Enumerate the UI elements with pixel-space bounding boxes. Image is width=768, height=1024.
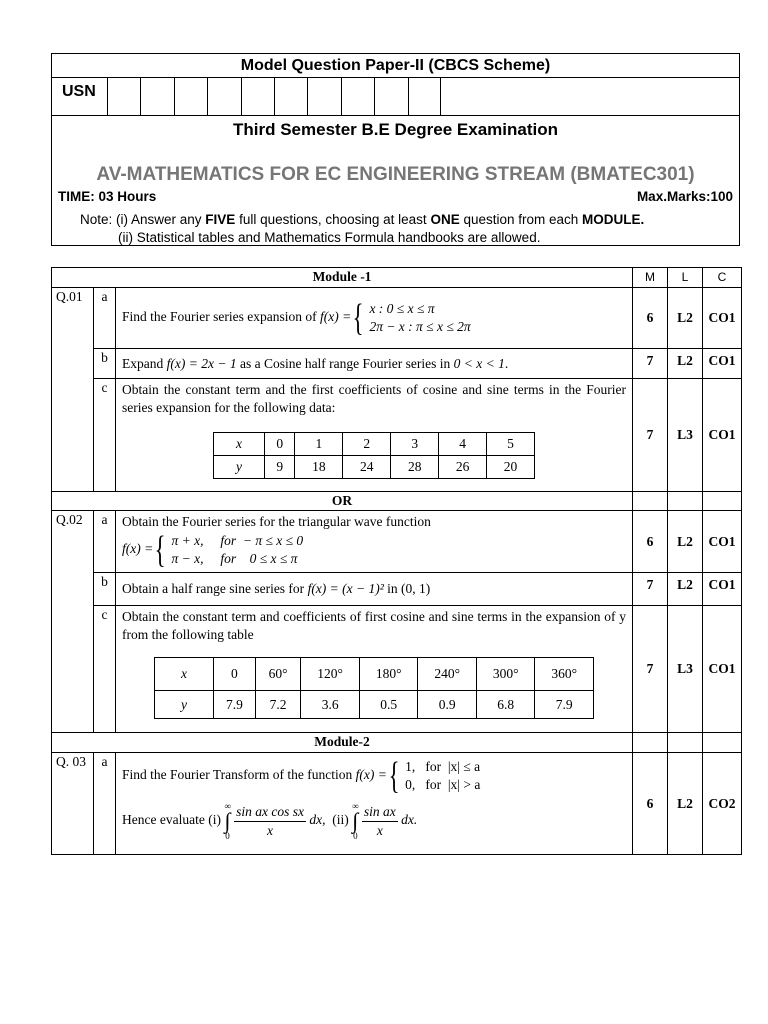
- q2a-brace: {: [154, 528, 166, 571]
- or-row: [52, 492, 742, 511]
- q1b-label: b: [94, 349, 116, 379]
- q2a-function: [122, 528, 626, 571]
- usn-box: [341, 77, 374, 115]
- q1a-marks: 6: [633, 288, 668, 349]
- q2a-co: CO1: [703, 511, 742, 573]
- q2b-text1: Obtain a half range sine series for: [122, 581, 308, 597]
- q2c-y-cell: 0.5: [359, 691, 418, 719]
- q1a-question: Find the Fourier series expansion of: [122, 309, 317, 325]
- q3a-ii: (ii): [332, 812, 349, 828]
- q1a-text: [116, 288, 633, 349]
- q1b-expr: f(x) = 2x − 1: [166, 355, 237, 371]
- q1b-text1: Expand: [122, 355, 167, 371]
- q2c-x-row: [155, 658, 594, 691]
- q3a-cases: [401, 758, 480, 793]
- q2c-y-cell: 6.8: [476, 691, 535, 719]
- q3a-marks: 6: [633, 753, 668, 855]
- q3a-frac-2: [362, 803, 398, 839]
- q2a-level: L2: [668, 511, 703, 573]
- q1c-x-cell: 3: [391, 433, 439, 456]
- q1a-brace: {: [352, 297, 364, 339]
- q3a-int1-lower: 0: [225, 831, 230, 841]
- time-label: TIME: 03 Hours: [58, 189, 157, 204]
- usn-box: [107, 77, 140, 115]
- usn-box: [374, 77, 407, 115]
- q2a-text: [116, 511, 633, 573]
- q1c-y-cell: 28: [391, 456, 439, 479]
- q1a-row: [52, 288, 742, 349]
- q1c-label: c: [94, 379, 116, 492]
- q1a-cases: [365, 300, 470, 335]
- usn-box: [207, 77, 240, 115]
- usn-box: [307, 77, 340, 115]
- subject-title: AV-MATHEMATICS FOR EC ENGINEERING STREAM (BMATEC301): [96, 164, 695, 185]
- usn-box: [241, 77, 274, 115]
- q2-number: Q.02: [52, 511, 94, 733]
- q1c-y-cell: 26: [439, 456, 487, 479]
- q3a-int1-upper: ∞: [224, 801, 231, 811]
- module2-c-empty: [703, 733, 742, 753]
- q1b-marks: 7: [633, 349, 668, 379]
- q1c-y-cell: 18: [295, 456, 343, 479]
- module2-l-empty: [668, 733, 703, 753]
- q2b-expr: f(x) = (x − 1)²: [307, 581, 384, 597]
- q1c-x-cell: 5: [487, 433, 535, 456]
- usn-box: [174, 77, 207, 115]
- q3a-int2-sign: ∫: [352, 808, 359, 833]
- col-l-header: L: [668, 268, 703, 288]
- header-box: [51, 53, 740, 246]
- q2c-x-cell: 240°: [418, 658, 477, 691]
- q2c-x-cell: 360°: [535, 658, 594, 691]
- q2b-label: b: [94, 573, 116, 606]
- q3a-frac-1: [234, 803, 306, 839]
- module2-heading: Module-2: [52, 733, 633, 753]
- q3a-level: L2: [668, 753, 703, 855]
- q1b-text: [116, 349, 633, 379]
- q1c-marks: 7: [633, 379, 668, 492]
- q1c-data-table: [213, 432, 535, 479]
- q1c-y-cell: 9: [265, 456, 295, 479]
- q3a-dx1: dx,: [309, 812, 326, 828]
- col-c-header: C: [703, 268, 742, 288]
- q2c-y-cell: 0.9: [418, 691, 477, 719]
- q2a-case1: π + x, for − π ≤ x ≤ 0: [171, 533, 304, 548]
- max-marks-label: Max.Marks:100: [636, 189, 733, 204]
- q3a-dx2: dx.: [401, 812, 418, 828]
- q3a-text: [116, 753, 633, 855]
- q1c-level: L3: [668, 379, 703, 492]
- q2c-y-row: [155, 691, 594, 719]
- q2c-co: CO1: [703, 606, 742, 733]
- q3a-integral-1: [224, 801, 230, 841]
- q2a-row: [52, 511, 742, 573]
- q1c-x-cell: 2: [343, 433, 391, 456]
- usn-box: [408, 77, 441, 115]
- q1c-y-cell: 24: [343, 456, 391, 479]
- q1a-fx: f(x) =: [319, 309, 352, 325]
- note-mid: full questions, choosing at least: [235, 212, 431, 227]
- note-five: FIVE: [205, 212, 236, 227]
- q2c-x-cell: 0: [214, 658, 256, 691]
- or-l-empty: [668, 492, 703, 511]
- q2b-level: L2: [668, 573, 703, 606]
- q2a-fx: f(x) =: [122, 540, 154, 556]
- q3a-brace: {: [388, 755, 400, 797]
- q2c-question: Obtain the constant term and coefficients of first cosine and sine terms in the expansion of y from the following table: [122, 609, 627, 642]
- usn-box: [140, 77, 173, 115]
- exam-title: Third Semester B.E Degree Examination: [233, 120, 558, 139]
- q1c-y-row: [214, 456, 535, 479]
- q2c-x-cell: 180°: [359, 658, 418, 691]
- q3a-den2: x: [376, 822, 383, 838]
- q1-number: Q.01: [52, 288, 94, 492]
- q2c-text: [116, 606, 633, 733]
- q3a-num1: sin ax cos sx: [234, 803, 306, 822]
- q1c-x-cell: 4: [439, 433, 487, 456]
- or-c-empty: [703, 492, 742, 511]
- q2a-marks: 6: [633, 511, 668, 573]
- q1c-co: CO1: [703, 379, 742, 492]
- q1b-row: [52, 349, 742, 379]
- q2c-y-cell: 7.2: [255, 691, 301, 719]
- q2c-data-table: [154, 657, 594, 719]
- note-mid2: question from each: [459, 212, 583, 227]
- q3a-question: Find the Fourier Transform of the function: [122, 767, 353, 783]
- q2a-cases: [167, 532, 303, 567]
- q1c-row: [52, 379, 742, 492]
- q2c-level: L3: [668, 606, 703, 733]
- q2c-x-cell: 120°: [301, 658, 360, 691]
- q1c-x-label: x: [214, 433, 265, 456]
- q3a-fx: f(x) =: [355, 767, 387, 783]
- note-line-1: [80, 212, 644, 227]
- q2c-y-cell: 7.9: [214, 691, 256, 719]
- usn-boxes: [107, 77, 441, 115]
- q1c-x-cell: 1: [295, 433, 343, 456]
- paper-title: Model Question Paper-II (CBCS Scheme): [240, 57, 551, 74]
- q3a-num2: sin ax: [362, 803, 398, 822]
- q1a-level: L2: [668, 288, 703, 349]
- q1a-co: CO1: [703, 288, 742, 349]
- q2c-label: c: [94, 606, 116, 733]
- module2-header-row: [52, 733, 742, 753]
- q2c-x-cell: 300°: [476, 658, 535, 691]
- module1-heading: Module -1: [52, 268, 633, 288]
- q3a-int1-sign: ∫: [224, 808, 231, 833]
- note-module: MODULE.: [582, 212, 645, 227]
- q2b-text: [116, 573, 633, 606]
- q3a-case1: 1, for |x| ≤ a: [405, 759, 481, 775]
- q2c-row: [52, 606, 742, 733]
- q1c-text: [116, 379, 633, 492]
- q2c-x-cell: 60°: [255, 658, 301, 691]
- q1a-case1: x : 0 ≤ x ≤ π: [369, 301, 435, 317]
- q2b-co: CO1: [703, 573, 742, 606]
- q1c-x-row: [214, 433, 535, 456]
- q2a-question: Obtain the Fourier series for the triangular wave function: [122, 514, 431, 529]
- q3a-line1: [122, 757, 626, 795]
- q2b-row: [52, 573, 742, 606]
- q3a-line2: [122, 801, 626, 841]
- q2b-marks: 7: [633, 573, 668, 606]
- question-table: [51, 267, 742, 855]
- q1c-question: Obtain the constant term and the first coefficients of cosine and sine terms in the Fourier series expansion for the following data:: [122, 382, 627, 415]
- usn-row: [52, 77, 739, 116]
- q1c-y-cell: 20: [487, 456, 535, 479]
- q3a-integral-2: [352, 801, 358, 841]
- q3a-int2-lower: 0: [353, 831, 358, 841]
- q3a-int2-upper: ∞: [352, 801, 359, 811]
- q1b-range: 0 < x < 1: [453, 355, 505, 371]
- q1b-text2: as a Cosine half range Fourier series in: [236, 355, 454, 371]
- q3a-label: a: [94, 753, 116, 855]
- q1b-end: .: [504, 355, 509, 371]
- q2c-marks: 7: [633, 606, 668, 733]
- usn-label: USN: [62, 83, 96, 100]
- q3a-hence: Hence evaluate (i): [122, 812, 221, 828]
- q2a-case2: π − x, for 0 ≤ x ≤ π: [171, 550, 298, 566]
- q1b-level: L2: [668, 349, 703, 379]
- q1c-x-cell: 0: [265, 433, 295, 456]
- q2c-x-label: x: [155, 658, 214, 691]
- module1-header-row: [52, 268, 742, 288]
- q2c-y-cell: 3.6: [301, 691, 360, 719]
- q1b-co: CO1: [703, 349, 742, 379]
- q1a-label: a: [94, 288, 116, 349]
- q3-number: Q. 03: [52, 753, 94, 855]
- col-m-header: M: [633, 268, 668, 288]
- q3a-case2: 0, for |x| > a: [405, 777, 481, 792]
- note-line-2: (ii) Statistical tables and Mathematics Formula handbooks are allowed.: [118, 230, 541, 245]
- usn-box: [274, 77, 307, 115]
- q1a-case2: 2π − x : π ≤ x ≤ 2π: [369, 319, 471, 334]
- q3a-den1: x: [267, 822, 274, 838]
- q2c-y-label: y: [155, 691, 214, 719]
- q2b-text2: in (0, 1): [383, 581, 431, 597]
- q2a-label: a: [94, 511, 116, 573]
- q1c-y-label: y: [214, 456, 265, 479]
- note-one: ONE: [430, 212, 460, 227]
- q2c-y-cell: 7.9: [535, 691, 594, 719]
- or-m-empty: [633, 492, 668, 511]
- module2-m-empty: [633, 733, 668, 753]
- or-heading: OR: [52, 492, 633, 511]
- note-prefix: Note: (i) Answer any: [80, 212, 206, 227]
- q3a-row: [52, 753, 742, 855]
- q3a-co: CO2: [703, 753, 742, 855]
